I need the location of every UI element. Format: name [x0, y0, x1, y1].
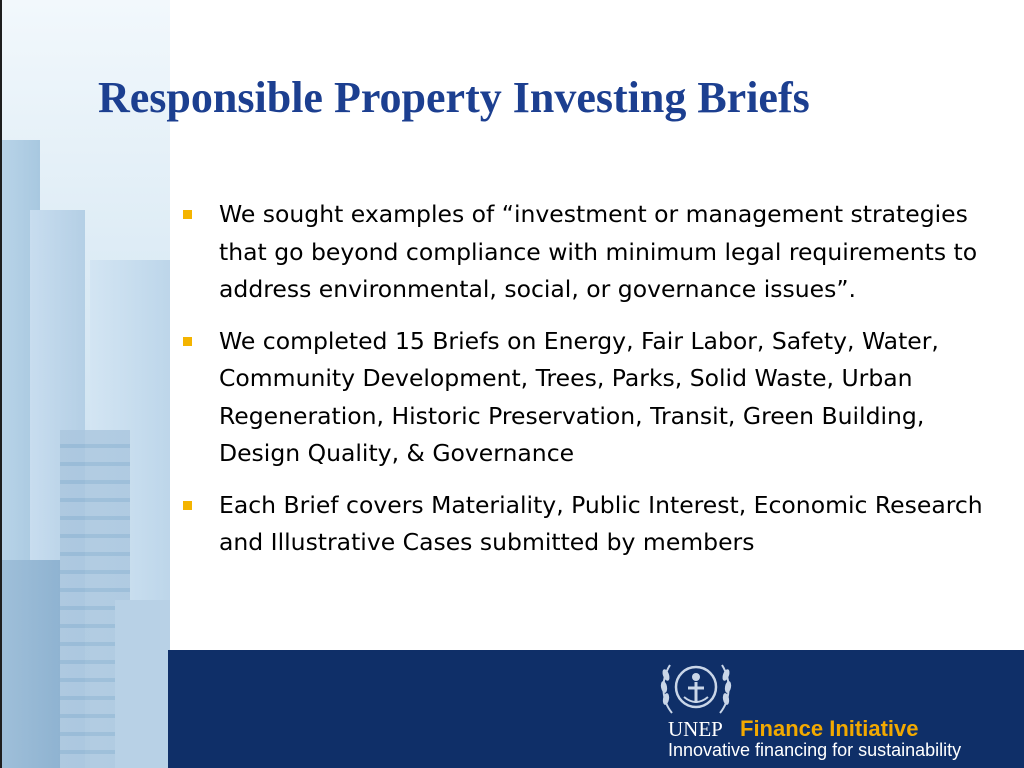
bullet-text: We completed 15 Briefs on Energy, Fair Labor, Safety, Water, Community Development, Trees, Parks, Solid Waste, Urban Regeneration, Historic Preservation, Transit, Green Building, Design Quality, & Governance	[219, 326, 939, 467]
bullet-item	[183, 323, 983, 473]
building-shape	[0, 560, 60, 768]
bullet-item	[183, 196, 983, 309]
bullet-text: We sought examples of “investment or management strategies that go beyond compliance with minimum legal requirements to address environmental, social, or governance issues”.	[219, 200, 978, 303]
slide-title: Responsible Property Investing Briefs	[98, 73, 810, 122]
bullet-list	[183, 196, 983, 576]
square-bullet-icon	[183, 337, 192, 346]
square-bullet-icon	[183, 210, 192, 219]
bullet-item	[183, 487, 983, 562]
square-bullet-icon	[183, 501, 192, 510]
tagline: Innovative financing for sustainability	[668, 740, 962, 760]
unep-label: UNEP	[668, 717, 723, 741]
un-environment-emblem-icon	[658, 655, 734, 723]
bullet-text: Each Brief covers Materiality, Public Interest, Economic Research and Illustrative Cases submitted by members	[219, 490, 983, 556]
building-shape	[115, 600, 170, 768]
finance-initiative-label: Finance Initiative	[740, 716, 919, 741]
left-edge-line	[0, 0, 2, 768]
